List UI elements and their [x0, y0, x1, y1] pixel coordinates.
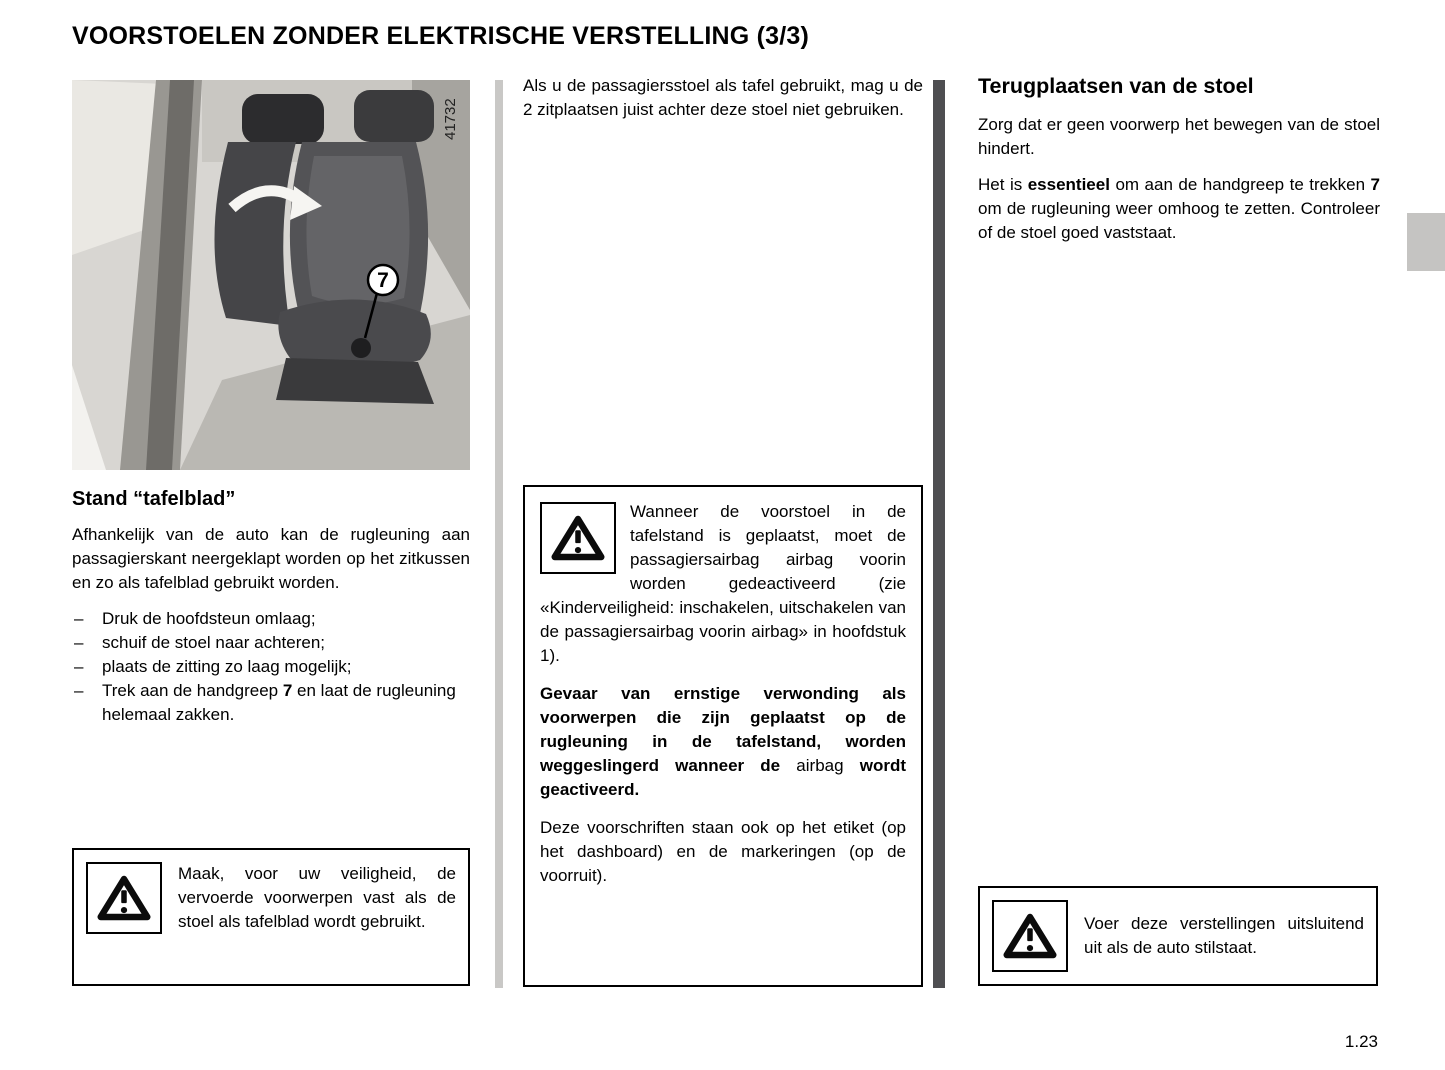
warning-text: Maak, voor uw veiligheid, de vervoerde voorwerpen vast als de stoel als tafelblad wordt gebruikt.	[178, 864, 456, 931]
handle-ref: 7	[1370, 175, 1380, 194]
figure-number-label: 41732	[442, 98, 459, 140]
page-number: 1.23	[1344, 1032, 1378, 1051]
warning-icon	[992, 900, 1068, 972]
svg-text:7: 7	[377, 269, 389, 292]
paragraph: Zorg dat er geen voorwerp het bewegen van de stoel hindert.	[978, 115, 1380, 158]
left-column	[72, 80, 470, 727]
section-heading-tafelblad: Stand “tafelblad”	[72, 488, 236, 510]
intro-paragraph-left: Afhankelijk van de auto kan de rugleuning aan passagierskant neergeklapt worden op het zitkussen en zo als tafelblad gebruikt worden.	[72, 525, 470, 592]
chapter-edge-tab	[1407, 213, 1445, 271]
warning-paragraph: Deze voorschriften staan ook op het etiket (op het dashboard) en de markeringen (op de voorruit).	[540, 818, 906, 885]
right-column	[978, 74, 1380, 257]
warning-icon	[540, 502, 616, 574]
list-item: – Druk de hoofdsteun omlaag;	[72, 607, 470, 631]
page-title: VOORSTOELEN ZONDER ELEKTRISCHE VERSTELLING (3/3)	[72, 22, 809, 50]
emphasis-essentieel: essentieel	[1027, 175, 1110, 194]
warning-paragraph-danger: Gevaar van ernstige verwonding als voorwerpen die zijn geplaatst op de rugleuning in de tafelstand, worden weggeslingerd wanneer de airbag wordt geactiveerd.	[540, 684, 906, 799]
list-item: – plaats de zitting zo laag mogelijk;	[72, 655, 470, 679]
intro-paragraph-middle: Als u de passagiersstoel als tafel gebruikt, mag u de 2 zitplaatsen juist achter deze stoel niet gebruiken.	[523, 76, 923, 119]
handle-ref: 7	[282, 681, 293, 700]
seat-figure	[72, 80, 470, 470]
seat-figure-illustration	[72, 80, 470, 470]
middle-column	[523, 74, 923, 134]
column-divider-dark	[933, 80, 945, 988]
warning-text: Voer deze verstellingen uitsluitend uit als de auto stilstaat.	[1084, 914, 1364, 957]
warning-box-right	[978, 886, 1378, 986]
list-item: – schuif de stoel naar achteren;	[72, 631, 470, 655]
warning-icon	[86, 862, 162, 934]
list-item: – Trek aan de handgreep 7 en laat de rugleuning helemaal zakken.	[72, 679, 470, 727]
warning-paragraph: Wanneer de voorstoel in de tafelstand is geplaatst, moet de passagiersairbag airbag voorin worden gedeactiveerd (zie «Kinderveiligheid: inschakelen, uitschakelen van de passagiersairbag voorin airbag» in hoofdstuk 1).	[540, 502, 906, 665]
warning-box-middle	[523, 485, 923, 987]
seat-handle	[351, 338, 371, 358]
paragraph: Het is essentieel om aan de handgreep te trekken 7 om de rugleuning weer omhoog te zetten. Controleer of de stoel goed vaststaat.	[978, 175, 1380, 242]
warning-box-left	[72, 848, 470, 986]
section-heading-terugplaatsen: Terugplaatsen van de stoel	[978, 74, 1254, 98]
column-divider-light	[495, 80, 503, 988]
instruction-list	[72, 607, 470, 727]
